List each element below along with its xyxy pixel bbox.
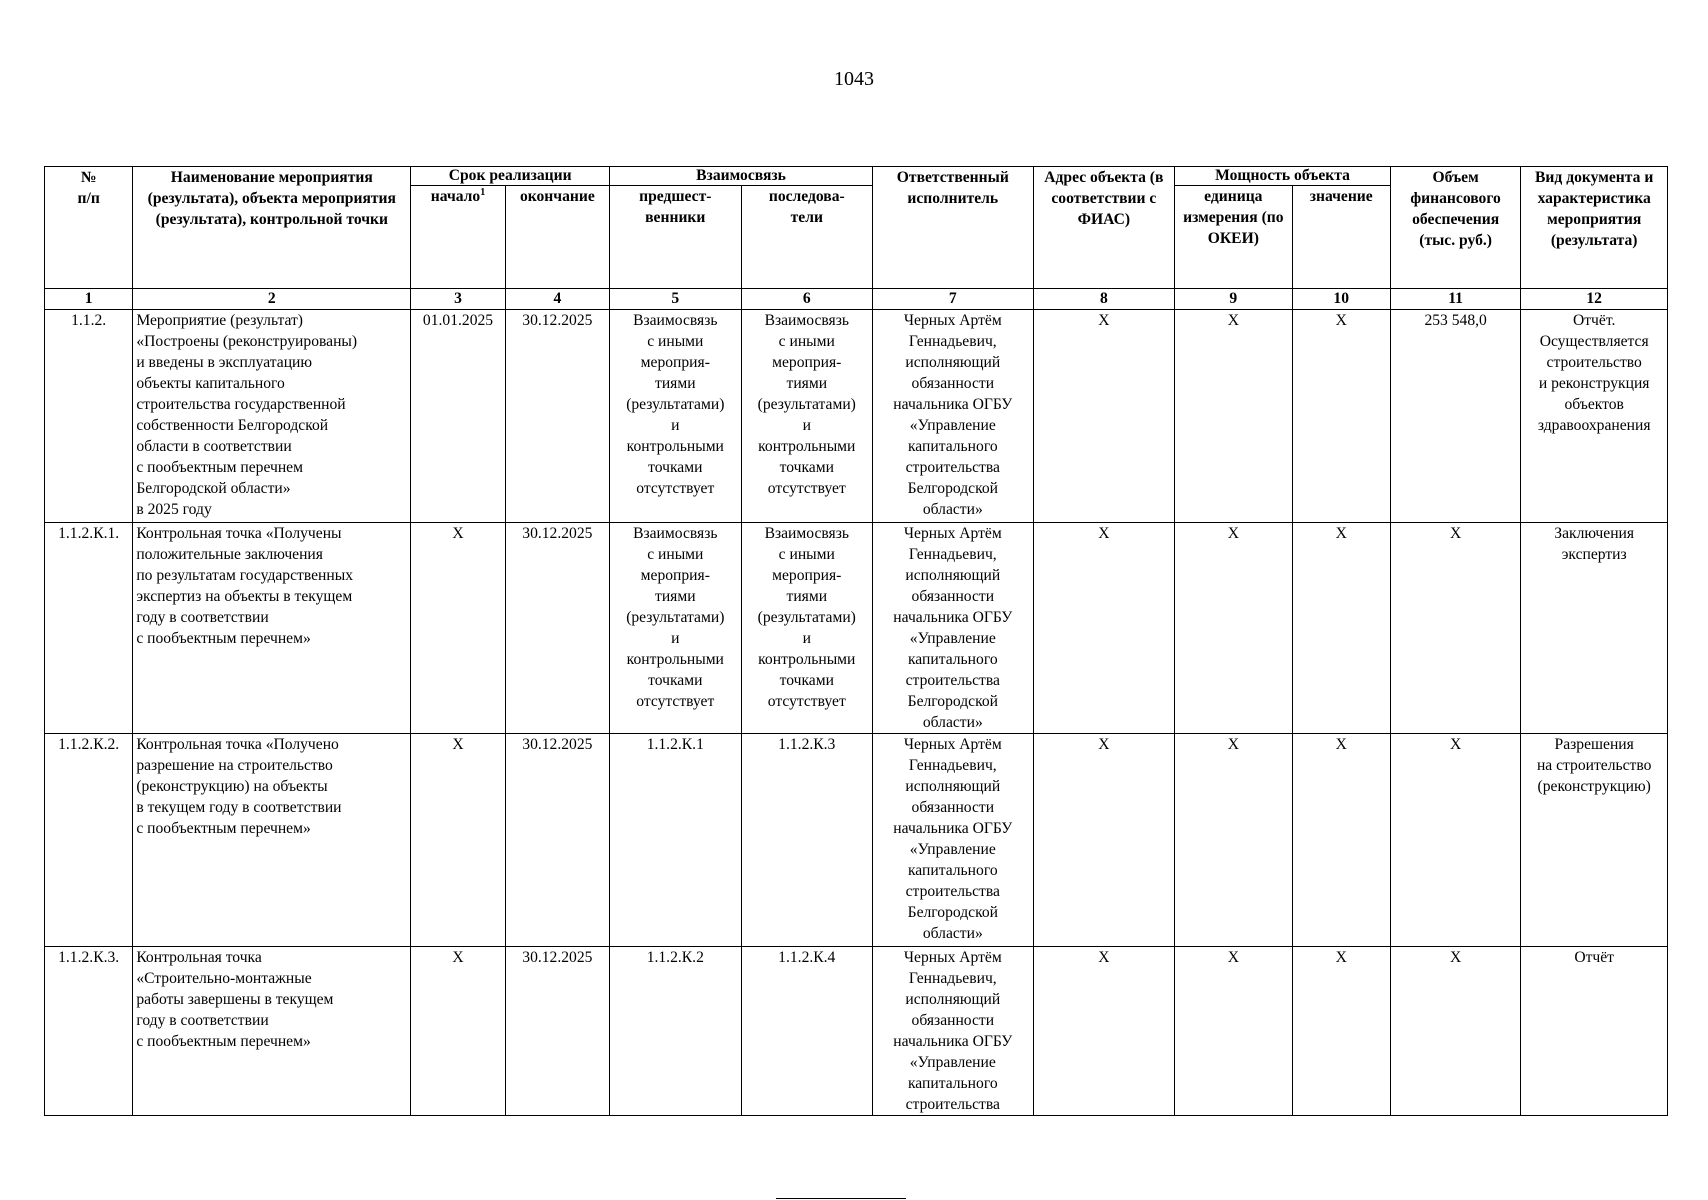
row-finance: X: [1390, 523, 1520, 734]
row-successors: 1.1.2.К.3: [741, 734, 872, 947]
header-start-label: начало: [430, 188, 481, 205]
row-doc-type: Разрешения на строительство (реконструкцию): [1521, 734, 1668, 947]
row-finance: X: [1390, 734, 1520, 947]
header-start-footnote: 1: [480, 186, 486, 198]
row-responsible: Черных Артём Геннадьевич, исполняющий обязанности начальника ОГБУ «Управление капитального строительства Белгородской области»: [873, 523, 1034, 734]
row-name: Контрольная точка «Получено разрешение на строительство (реконструкцию) на объекты в текущем году в соответствии с пообъектным перечнем»: [133, 734, 411, 947]
header-num: № п/п: [45, 167, 133, 289]
table-row: [45, 523, 1668, 734]
column-number: 4: [505, 289, 609, 310]
column-number: 6: [741, 289, 872, 310]
row-unit: X: [1175, 734, 1292, 947]
column-number: 9: [1175, 289, 1292, 310]
row-value: X: [1292, 947, 1390, 1116]
column-number: 5: [610, 289, 741, 310]
row-predecessors: Взаимосвязь с иными мероприя- тиями (результатами) и контрольными точками отсутствует: [610, 523, 741, 734]
row-num: 1.1.2.: [45, 310, 133, 523]
header-successors: последова- тели: [741, 186, 872, 289]
row-start: X: [411, 947, 505, 1116]
table-row: [45, 734, 1668, 947]
row-num: 1.1.2.К.1.: [45, 523, 133, 734]
column-numbers-row: [45, 289, 1668, 310]
row-responsible: Черных Артём Геннадьевич, исполняющий обязанности начальника ОГБУ «Управление капитального строительства: [873, 947, 1034, 1116]
row-address: X: [1033, 523, 1175, 734]
row-address: X: [1033, 947, 1175, 1116]
row-address: X: [1033, 734, 1175, 947]
row-unit: X: [1175, 947, 1292, 1116]
column-number: 8: [1033, 289, 1175, 310]
row-value: X: [1292, 734, 1390, 947]
header-period-group: Срок реализации: [411, 167, 610, 186]
row-end: 30.12.2025: [505, 310, 609, 523]
row-value: X: [1292, 523, 1390, 734]
table-body: [45, 310, 1668, 1116]
row-unit: X: [1175, 310, 1292, 523]
header-end: окончание: [505, 186, 609, 289]
row-responsible: Черных Артём Геннадьевич, исполняющий обязанности начальника ОГБУ «Управление капитального строительства Белгородской области»: [873, 310, 1034, 523]
row-finance: 253 548,0: [1390, 310, 1520, 523]
column-number: 10: [1292, 289, 1390, 310]
row-doc-type: Отчёт: [1521, 947, 1668, 1116]
header-links-group: Взаимосвязь: [610, 167, 873, 186]
column-number: 1: [45, 289, 133, 310]
column-number: 2: [133, 289, 411, 310]
row-doc-type: Заключения экспертиз: [1521, 523, 1668, 734]
header-doc-type: Вид документа и характеристика мероприятия (результата): [1521, 167, 1668, 289]
table-header: [45, 167, 1668, 310]
header-finance: Объем финансового обеспечения (тыс. руб.): [1390, 167, 1520, 289]
footnote-separator: [776, 1198, 906, 1199]
header-value: значение: [1292, 186, 1390, 289]
table-row: [45, 947, 1668, 1116]
row-name: Контрольная точка «Получены положительные заключения по результатам государственных экспертиз на объекты в текущем году в соответствии с пообъектным перечнем»: [133, 523, 411, 734]
row-successors: Взаимосвязь с иными мероприя- тиями (результатами) и контрольными точками отсутствует: [741, 523, 872, 734]
header-address: Адрес объекта (в соответствии с ФИАС): [1033, 167, 1175, 289]
row-end: 30.12.2025: [505, 947, 609, 1116]
row-finance: X: [1390, 947, 1520, 1116]
row-successors: Взаимосвязь с иными мероприя- тиями (результатами) и контрольными точками отсутствует: [741, 310, 872, 523]
header-name: Наименование мероприятия (результата), объекта мероприятия (результата), контрольной точки: [133, 167, 411, 289]
header-unit: единица измерения (по ОКЕИ): [1175, 186, 1292, 289]
row-predecessors: Взаимосвязь с иными мероприя- тиями (результатами) и контрольными точками отсутствует: [610, 310, 741, 523]
row-name: Контрольная точка «Строительно-монтажные работы завершены в текущем году в соответствии с пообъектным перечнем»: [133, 947, 411, 1116]
row-value: X: [1292, 310, 1390, 523]
row-end: 30.12.2025: [505, 523, 609, 734]
column-number: 12: [1521, 289, 1668, 310]
row-responsible: Черных Артём Геннадьевич, исполняющий обязанности начальника ОГБУ «Управление капитального строительства Белгородской области»: [873, 734, 1034, 947]
row-start: 01.01.2025: [411, 310, 505, 523]
row-address: X: [1033, 310, 1175, 523]
header-predecessors: предшест- венники: [610, 186, 741, 289]
column-number: 7: [873, 289, 1034, 310]
header-responsible: Ответственный исполнитель: [873, 167, 1034, 289]
page-number: 1043: [834, 68, 874, 90]
header-capacity-group: Мощность объекта: [1175, 167, 1391, 186]
column-number: 11: [1390, 289, 1520, 310]
table-row: [45, 310, 1668, 523]
row-start: X: [411, 734, 505, 947]
row-predecessors: 1.1.2.К.1: [610, 734, 741, 947]
row-start: X: [411, 523, 505, 734]
row-predecessors: 1.1.2.К.2: [610, 947, 741, 1116]
row-name: Мероприятие (результат) «Построены (реконструированы) и введены в эксплуатацию объекты капитального строительства государственной собственности Белгородской области в соответствии с пообъектным перечнем Белгородской области» в 2025 году: [133, 310, 411, 523]
header-start: [411, 186, 505, 289]
row-doc-type: Отчёт. Осуществляется строительство и реконструкция объектов здравоохранения: [1521, 310, 1668, 523]
plan-table: [44, 166, 1668, 1116]
row-num: 1.1.2.К.3.: [45, 947, 133, 1116]
row-end: 30.12.2025: [505, 734, 609, 947]
row-num: 1.1.2.К.2.: [45, 734, 133, 947]
column-number: 3: [411, 289, 505, 310]
row-unit: X: [1175, 523, 1292, 734]
row-successors: 1.1.2.К.4: [741, 947, 872, 1116]
